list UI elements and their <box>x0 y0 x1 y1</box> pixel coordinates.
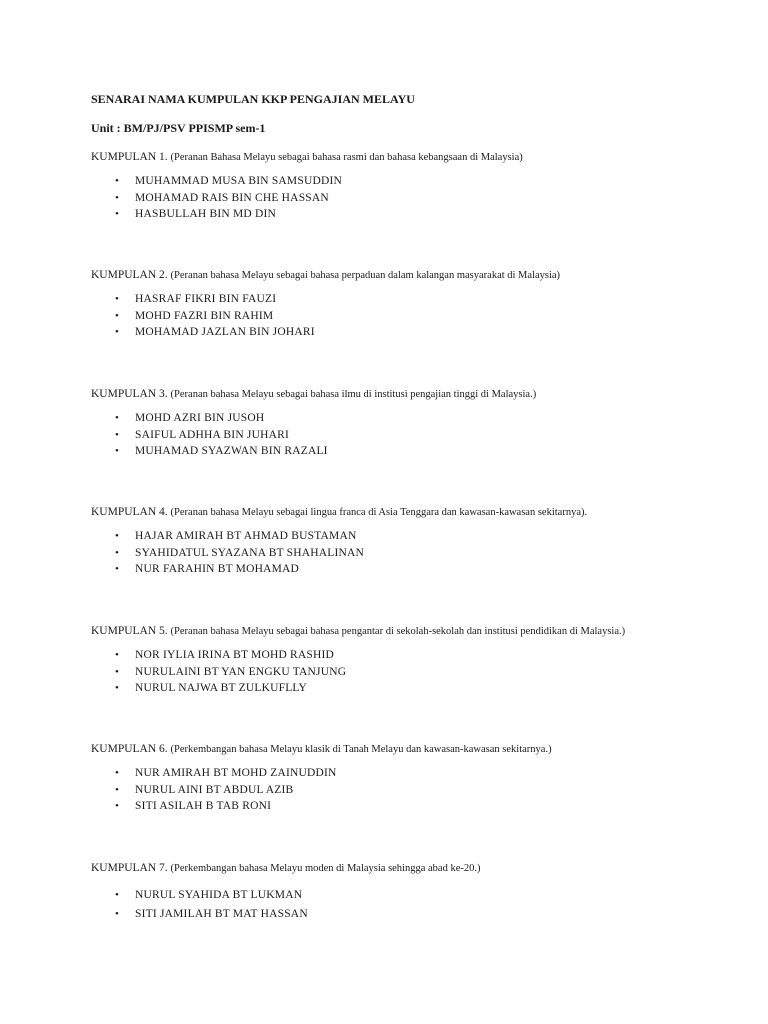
group-topic: (Peranan bahasa Melayu sebagai lingua franca di Asia Tenggara dan kawasan-kawasan sekitarnya). <box>170 507 588 518</box>
group-topic: (Peranan bahasa Melayu sebagai bahasa pengantar di sekolah-sekolah dan institusi pendidikan di Malaysia.) <box>170 626 626 637</box>
group-label: KUMPULAN 5. <box>91 625 168 637</box>
member-item <box>91 190 342 207</box>
member-item <box>91 410 328 427</box>
bullet-icon: • <box>115 191 120 204</box>
member-item <box>91 561 364 578</box>
member-item <box>91 324 315 341</box>
group-4 <box>91 505 731 575</box>
member-item <box>91 887 308 906</box>
member-item <box>91 545 364 562</box>
group-label: KUMPULAN 2. <box>91 269 168 281</box>
group-label: KUMPULAN 1. <box>91 151 168 163</box>
group-heading <box>91 150 731 164</box>
bullet-icon: • <box>115 908 120 920</box>
document-title: SENARAI NAMA KUMPULAN KKP PENGAJIAN MELAYU <box>91 92 415 106</box>
member-item <box>91 308 315 325</box>
bullet-icon: • <box>115 530 120 542</box>
member-name: MOHD FAZRI BIN RAHIM <box>135 309 274 322</box>
group-topic: (Peranan bahasa Melayu sebagai bahasa perpaduan dalam kalangan masyarakat di Malaysia) <box>170 270 561 281</box>
group-topic: (Perkembangan bahasa Melayu moden di Malaysia sehingga abad ke-20.) <box>170 863 481 874</box>
member-name: SITI JAMILAH BT MAT HASSAN <box>135 908 308 920</box>
group-heading <box>91 861 731 875</box>
group-label: KUMPULAN 4. <box>91 506 168 518</box>
member-item <box>91 206 342 223</box>
bullet-icon: • <box>115 293 120 305</box>
member-name: NUR FARAHIN BT MOHAMAD <box>135 563 300 575</box>
member-item <box>91 664 346 681</box>
member-name: MOHAMAD JAZLAN BIN JOHARI <box>135 326 315 338</box>
group-2 <box>91 268 731 338</box>
member-name: NURULAINI BT YAN ENGKU TANJUNG <box>135 665 347 678</box>
bullet-icon: • <box>115 800 120 812</box>
member-item <box>91 528 364 545</box>
group-topic: (Peranan Bahasa Melayu sebagai bahasa rasmi dan bahasa kebangsaan di Malaysia) <box>170 152 523 163</box>
member-list <box>91 528 364 578</box>
group-5 <box>91 624 731 694</box>
bullet-icon: • <box>115 767 120 779</box>
group-heading <box>91 268 731 282</box>
group-heading <box>91 505 731 519</box>
member-list <box>91 765 337 815</box>
document-unit: Unit : BM/PJ/PSV PPISMP sem-1 <box>91 121 266 135</box>
member-name: MUHAMMAD MUSA BIN SAMSUDDIN <box>135 175 342 187</box>
member-name: NOR IYLIA IRINA BT MOHD RASHID <box>135 649 335 661</box>
bullet-icon: • <box>115 889 120 901</box>
group-heading <box>91 624 731 638</box>
bullet-icon: • <box>115 546 120 559</box>
group-label: KUMPULAN 3. <box>91 388 168 400</box>
member-item <box>91 291 315 308</box>
bullet-icon: • <box>115 309 120 322</box>
member-name: NUR AMIRAH BT MOHD ZAINUDDIN <box>135 767 337 779</box>
member-list <box>91 173 342 223</box>
member-list <box>91 647 346 697</box>
bullet-icon: • <box>115 682 120 694</box>
member-item <box>91 427 328 444</box>
member-item <box>91 765 337 782</box>
member-name: MOHAMAD RAIS BIN CHE HASSAN <box>135 191 329 204</box>
member-name: SYAHIDATUL SYAZANA BT SHAHALINAN <box>135 546 365 559</box>
member-item <box>91 798 337 815</box>
member-name: NURUL AINI BT ABDUL AZIB <box>135 783 294 796</box>
group-label: KUMPULAN 6. <box>91 743 168 755</box>
member-item <box>91 782 337 799</box>
bullet-icon: • <box>115 326 120 338</box>
member-name: MOHD AZRI BIN JUSOH <box>135 412 265 424</box>
member-list <box>91 410 328 460</box>
bullet-icon: • <box>115 208 120 220</box>
member-item <box>91 443 328 460</box>
group-heading <box>91 387 731 401</box>
bullet-icon: • <box>115 563 120 575</box>
member-name: NURUL NAJWA BT ZULKUFLLY <box>135 682 307 694</box>
group-3 <box>91 387 731 457</box>
member-name: MUHAMAD SYAZWAN BIN RAZALI <box>135 445 328 457</box>
bullet-icon: • <box>115 412 120 424</box>
bullet-icon: • <box>115 175 120 187</box>
member-item <box>91 680 346 697</box>
group-topic: (Peranan bahasa Melayu sebagai bahasa ilmu di institusi pengajian tinggi di Malaysia.) <box>170 389 537 400</box>
group-1 <box>91 150 731 220</box>
group-6 <box>91 742 731 812</box>
member-item <box>91 647 346 664</box>
member-name: HAJAR AMIRAH BT AHMAD BUSTAMAN <box>135 530 357 542</box>
bullet-icon: • <box>115 665 120 678</box>
group-7 <box>91 861 731 920</box>
member-name: HASBULLAH BIN MD DIN <box>135 208 277 220</box>
member-list <box>91 291 315 341</box>
member-item <box>91 173 342 190</box>
group-topic: (Perkembangan bahasa Melayu klasik di Tanah Melayu dan kawasan-kawasan sekitarnya.) <box>170 744 552 755</box>
member-list <box>91 887 308 923</box>
group-heading <box>91 742 731 756</box>
member-item <box>91 906 308 923</box>
member-name: NURUL SYAHIDA BT LUKMAN <box>135 889 303 901</box>
bullet-icon: • <box>115 445 120 457</box>
bullet-icon: • <box>115 428 120 441</box>
bullet-icon: • <box>115 783 120 796</box>
group-label: KUMPULAN 7. <box>91 862 168 874</box>
member-name: SITI ASILAH B TAB RONI <box>135 800 272 812</box>
bullet-icon: • <box>115 649 120 661</box>
member-name: SAIFUL ADHHA BIN JUHARI <box>135 428 290 441</box>
member-name: HASRAF FIKRI BIN FAUZI <box>135 293 277 305</box>
